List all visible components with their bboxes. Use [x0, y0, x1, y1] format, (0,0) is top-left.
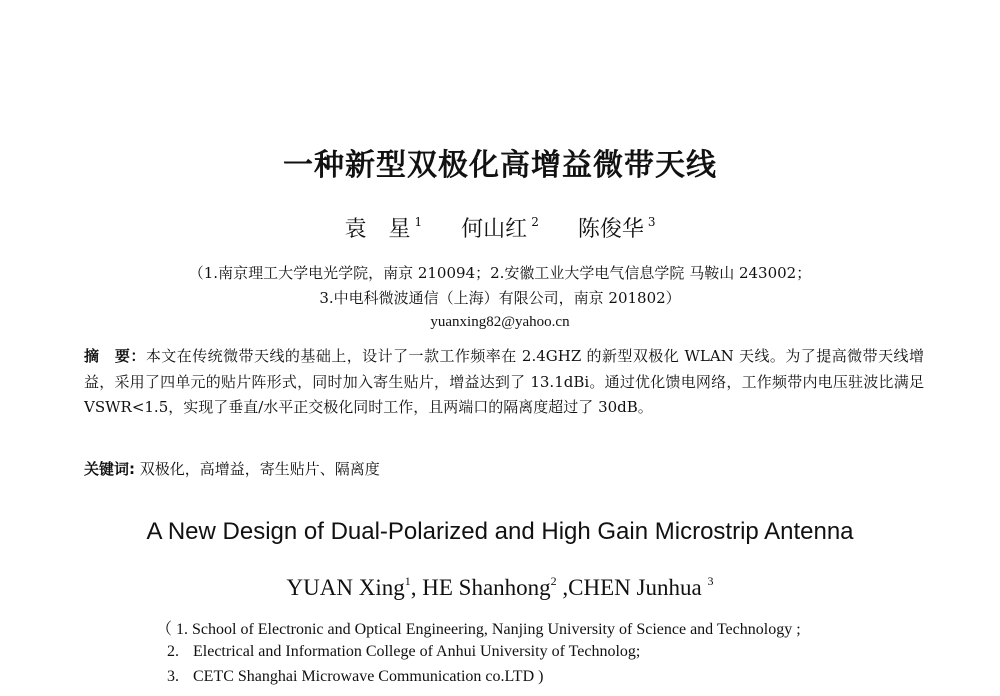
affiliation-en-text: School of Electronic and Optical Engineering, Nanjing University of Science and Technology ;: [192, 621, 801, 638]
author-cn-name: 陈俊华: [577, 217, 644, 242]
affiliation-en-text: CETC Shanghai Microwave Communication co.LTD ): [193, 668, 544, 685]
author-cn-3: [578, 217, 656, 242]
english-title: A New Design of Dual-Polarized and High Gain Microstrip Antenna: [146, 518, 854, 545]
affiliation-en-num: （ 1.: [156, 621, 189, 638]
author-cn-2: [461, 217, 539, 242]
chinese-authors: [0, 212, 1000, 243]
keywords-cn: [84, 458, 380, 479]
keywords-text: 双极化，高增益，寄生贴片、隔离度: [139, 460, 380, 478]
affiliation-cn-line2: 3.中电科微波通信（上海）有限公司，南京 201802）: [319, 289, 681, 307]
author-en-sup: 2: [550, 574, 557, 588]
affiliation-en-text: Electrical and Information College of Anhui University of Technolog;: [193, 643, 641, 660]
abstract-cn: [84, 344, 924, 421]
english-authors: [0, 574, 1000, 601]
author-en-name: HE Shanhong: [422, 575, 551, 600]
affiliation-en-num: 3.: [167, 668, 179, 685]
affiliation-en-1: [156, 616, 801, 639]
chinese-title: 一种新型双极化高增益微带天线: [283, 148, 717, 183]
author-cn-1: [345, 217, 423, 242]
affiliation-cn-line1: （1.南京理工大学电光学院，南京 210094；2.安徽工业大学电气信息学院 马鞍山 243002；: [188, 264, 812, 282]
abstract-text: 本文在传统微带天线的基础上，设计了一款工作频率在 2.4GHZ 的新型双极化 WLAN 天线。为了提高微带天线增益，采用了四单元的贴片阵形式，同时加入寄生贴片，增益达到了 13.1dBi。通过优化馈电网络，工作频带内电压驻波比满足 VSWR<1.5，实现了垂直/水平正交极化同时工作，且两端口的隔离度超过了 30dB。: [84, 347, 924, 416]
author-en-sep: ,: [410, 575, 423, 600]
abstract-label: 摘 要：: [84, 347, 146, 365]
author-cn-sup: 2: [531, 215, 539, 229]
affiliation-en-3: [167, 668, 543, 686]
affiliation-en-2: [167, 643, 640, 661]
affiliation-en-num: 2.: [167, 643, 179, 660]
author-en-sup: 1: [404, 574, 411, 588]
keywords-label: 关键词:: [84, 460, 135, 478]
author-cn-name: 袁 星: [344, 217, 411, 242]
author-cn-sup: 3: [647, 215, 656, 229]
author-cn-sup: 1: [414, 215, 423, 229]
author-en-sep: ,: [556, 575, 569, 600]
author-en-name: YUAN Xing: [286, 575, 405, 600]
author-en-sup: 3: [707, 574, 714, 588]
author-cn-name: 何山红: [461, 217, 528, 242]
author-en-name: CHEN Junhua: [568, 575, 708, 600]
author-email: yuanxing82@yahoo.cn: [430, 314, 570, 330]
